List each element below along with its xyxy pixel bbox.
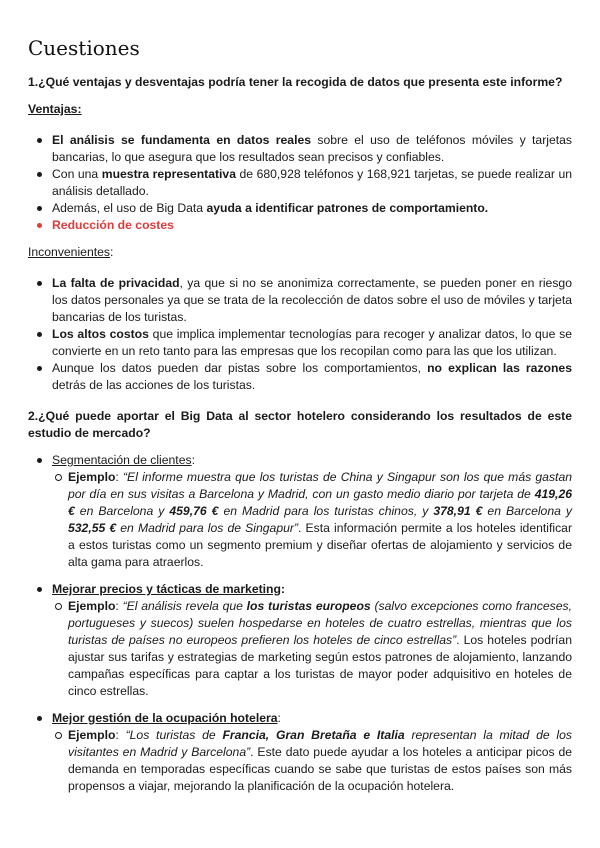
question-1: 1.¿Qué ventajas y desventajas podría tener la recogida de datos que presenta este informe? [28, 75, 563, 89]
example-item: Ejemplo: “El informe muestra que los turistas de China y Singapur son los que más gastan por día en sus visitas a Barcelona y Madrid, con un gasto medio diario por tarjeta de 419,26 € en Barcelona y 459,76 € en Madrid para los turistas chinos, y 378,91 € en Barcelona y 532,55 € en Madrid para los de Singapur”. Esta información permite a los hoteles identificar a estos turistas como un segmento premium y diseñar ofertas de alojamiento y servicios de alta gama para atraerlos. [68, 470, 572, 569]
sublist [52, 598, 572, 700]
list-item: La falta de privacidad, ya que si no se anonimiza correctamente, se pueden poner en riesgo los datos personales ya que se trata de la recolección de datos sobre el uso de móviles y tarjeta bancarias de los turistas. [52, 276, 572, 324]
list-item: El análisis se fundamenta en datos reales sobre el uso de teléfonos móviles y tarjetas bancarias, lo que asegura que los resultados sean precisos y confiables. [52, 133, 572, 164]
aporte-ocupacion [28, 710, 572, 795]
example-item: Ejemplo: “Los turistas de Francia, Gran Bretaña e Italia representan la mitad de los visitantes en Madrid y Barcelona”. Este dato puede ayudar a los hoteles a anticipar picos de demanda en temporadas específicas cuando se sabe que turistas de estos países son más propensos a viajar, mejorando la planificación de la ocupación hotelera. [68, 728, 572, 793]
list-item: Aunque los datos pueden dar pistas sobre los comportamientos, no explican las razones detrás de las acciones de los turistas. [52, 361, 572, 392]
page-title: Cuestiones [28, 36, 140, 60]
example-item: Ejemplo: “El análisis revela que los turistas europeos (salvo excepciones como franceses, portugueses y suecos) suelen hospedarse en hoteles de cuatro estrellas, mientras que los turistas de países no europeos prefieren los hoteles de cinco estrellas”. Los hoteles podrían ajustar sus tarifas y estrategias de marketing según estos patrones de alojamiento, lanzando campañas específicas para captar a los turistas de mayor poder adquisitivo en hoteles de cinco estrellas. [68, 599, 573, 698]
inconvenientes-list [28, 275, 572, 394]
sublist [52, 469, 572, 571]
sublist [52, 727, 572, 795]
list-item: Mejorar precios y tácticas de marketing: Ejemplo: “El análisis revela que los turistas europeos (salvo excepciones como franceses, portugueses y suecos) suelen hospedarse en hoteles de cuatro estrellas, mientras que los turistas de países no europeos prefieren los hoteles de cinco estrellas”. Los hoteles podrían ajustar sus tarifas y estrategias de marketing según estos patrones de alojamiento, lanzando campañas específicas para captar a los turistas de mayor poder adquisitivo en hoteles de cinco estrellas. [52, 582, 573, 698]
inconvenientes-heading: Inconvenientes: [28, 245, 114, 259]
list-item-highlight: Reducción de costes [52, 217, 572, 234]
list-item: Además, el uso de Big Data ayuda a identificar patrones de comportamiento. [52, 200, 572, 217]
question-2: 2.¿Qué puede aportar el Big Data al sector hotelero considerando los resultados de este estudio de mercado? [28, 409, 572, 440]
ventajas-heading: Ventajas: [28, 102, 82, 116]
aporte-precios-marketing [28, 581, 572, 700]
list-item: Segmentación de clientes: Ejemplo: “El informe muestra que los turistas de China y Singapur son los que más gastan por día en sus visitas a Barcelona y Madrid, con un gasto medio diario por tarjeta de 419,26 € en Barcelona y 459,76 € en Madrid para los turistas chinos, y 378,91 € en Barcelona y 532,55 € en Madrid para los de Singapur”. Esta información permite a los hoteles identificar a estos turistas como un segmento premium y diseñar ofertas de alojamiento y servicios de alta gama para atraerlos. [52, 453, 572, 569]
list-item: Los altos costos que implica implementar tecnologías para recoger y analizar datos, lo que se convierte en un reto tanto para las empresas que los recopilan como para las que los utilizan. [52, 327, 572, 358]
list-item: Mejor gestión de la ocupación hotelera: Ejemplo: “Los turistas de Francia, Gran Bretaña e Italia representan la mitad de los visitantes en Madrid y Barcelona”. Este dato puede ayudar a los hoteles a anticipar picos de demanda en temporadas específicas cuando se sabe que turistas de estos países son más propensos a viajar, mejorando la planificación de la ocupación hotelera. [52, 711, 572, 793]
aporte-segmentacion [28, 452, 572, 571]
ventajas-list [28, 132, 572, 234]
list-item: Con una muestra representativa de 680,928 teléfonos y 168,921 tarjetas, se puede realizar un análisis detallado. [52, 167, 573, 198]
